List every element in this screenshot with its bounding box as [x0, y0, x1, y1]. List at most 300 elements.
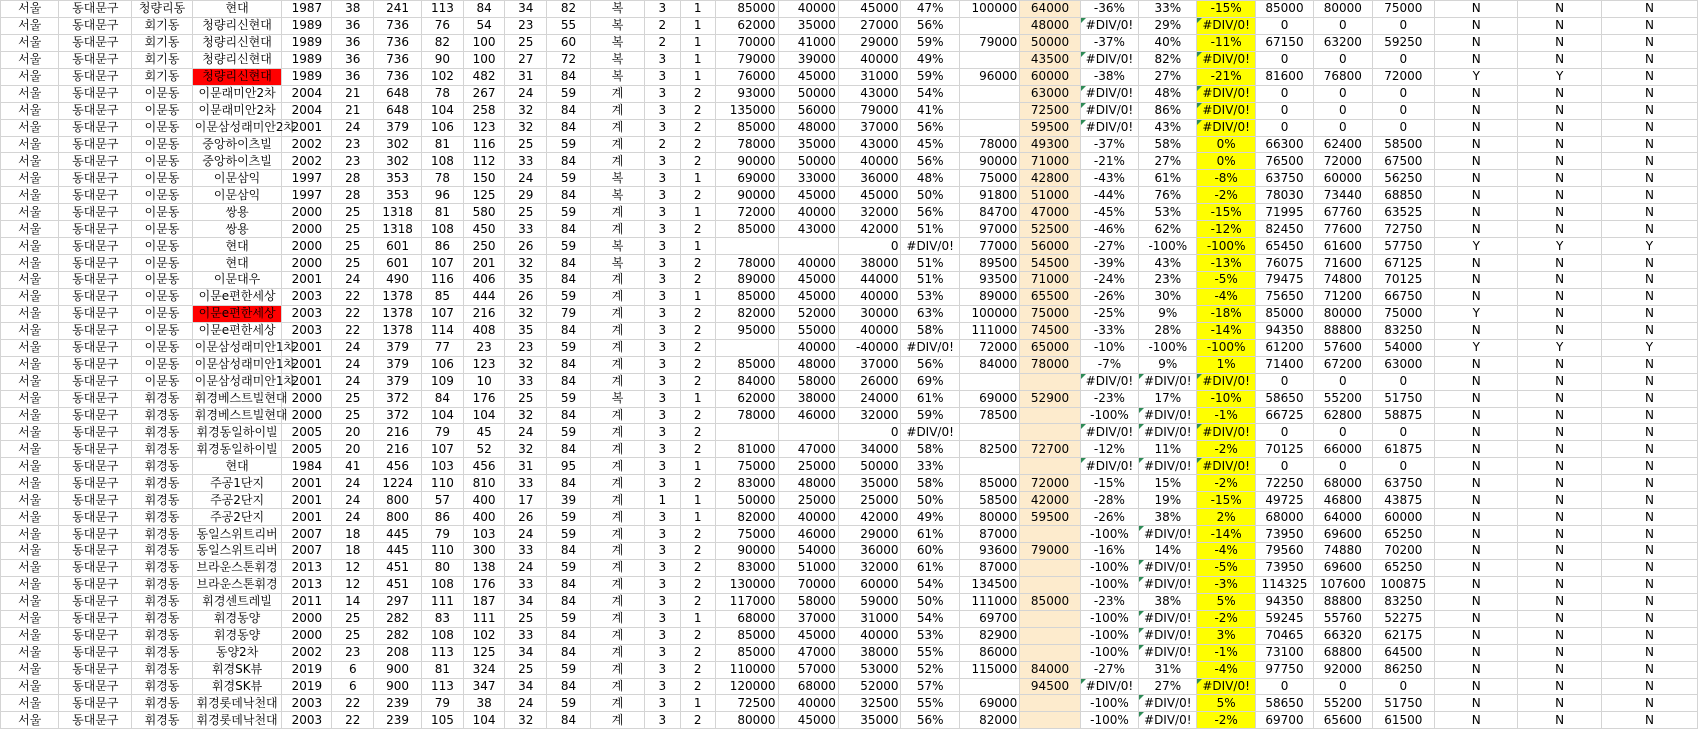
cell-prev_price[interactable]: 79000: [959, 34, 1019, 51]
cell-area_m2[interactable]: 116: [422, 272, 464, 289]
cell-jeonse[interactable]: 56000: [778, 102, 838, 119]
cell-units[interactable]: 216: [463, 305, 505, 322]
cell-age[interactable]: 25: [332, 204, 374, 221]
cell-city[interactable]: 서울: [1, 593, 59, 610]
cell-p2[interactable]: 63200: [1314, 34, 1372, 51]
cell-year[interactable]: 1989: [282, 68, 332, 85]
cell-dong[interactable]: 이문동: [132, 356, 192, 373]
cell-city[interactable]: 서울: [1, 272, 59, 289]
cell-complex[interactable]: 현대: [192, 255, 282, 272]
cell-jeonse[interactable]: 46000: [778, 526, 838, 543]
cell-gap[interactable]: 27000: [838, 17, 901, 34]
cell-district[interactable]: 동대문구: [59, 1, 132, 18]
cell-prev_price[interactable]: [959, 102, 1019, 119]
cell-change3[interactable]: #DIV/0!: [1197, 458, 1255, 475]
cell-p2[interactable]: 68800: [1314, 644, 1372, 661]
cell-pyeong[interactable]: 84: [547, 322, 591, 339]
cell-p3[interactable]: 59250: [1372, 34, 1435, 51]
cell-area_m2[interactable]: 96: [422, 187, 464, 204]
cell-direction[interactable]: 계: [590, 576, 644, 593]
cell-jeonse[interactable]: 58000: [778, 373, 838, 390]
cell-city[interactable]: 서울: [1, 322, 59, 339]
cell-change3[interactable]: 1%: [1197, 356, 1255, 373]
cell-rooms[interactable]: 3: [645, 288, 680, 305]
cell-area_m2[interactable]: 106: [422, 356, 464, 373]
cell-city[interactable]: 서울: [1, 475, 59, 492]
cell-flag2[interactable]: N: [1518, 34, 1601, 51]
cell-baths[interactable]: 1: [680, 170, 715, 187]
cell-change2[interactable]: 82%: [1139, 51, 1197, 68]
cell-dong[interactable]: 휘경동: [132, 390, 192, 407]
cell-p3[interactable]: 83250: [1372, 322, 1435, 339]
cell-change2[interactable]: #DIV/0!: [1139, 576, 1197, 593]
cell-baths[interactable]: 2: [680, 85, 715, 102]
cell-year[interactable]: 1984: [282, 458, 332, 475]
cell-p3[interactable]: 70125: [1372, 272, 1435, 289]
cell-change3[interactable]: -4%: [1197, 288, 1255, 305]
cell-p3[interactable]: 60000: [1372, 509, 1435, 526]
cell-jeonse_ratio[interactable]: 59%: [901, 68, 959, 85]
cell-rooms[interactable]: 3: [645, 322, 680, 339]
cell-baths[interactable]: 2: [680, 272, 715, 289]
cell-year[interactable]: 2019: [282, 661, 332, 678]
cell-gap[interactable]: 32000: [838, 407, 901, 424]
cell-flag2[interactable]: N: [1518, 559, 1601, 576]
cell-p2[interactable]: 71600: [1314, 255, 1372, 272]
cell-direction[interactable]: 계: [590, 661, 644, 678]
cell-current_price[interactable]: 42800: [1020, 170, 1080, 187]
cell-flag2[interactable]: N: [1518, 255, 1601, 272]
cell-year[interactable]: 2001: [282, 119, 332, 136]
cell-rooms[interactable]: 3: [645, 661, 680, 678]
cell-flag3[interactable]: N: [1601, 17, 1697, 34]
cell-p1[interactable]: 94350: [1255, 322, 1313, 339]
cell-age[interactable]: 22: [332, 288, 374, 305]
cell-pyeong[interactable]: 59: [547, 390, 591, 407]
cell-district[interactable]: 동대문구: [59, 543, 132, 560]
cell-district[interactable]: 동대문구: [59, 34, 132, 51]
cell-flag3[interactable]: N: [1601, 543, 1697, 560]
cell-change2[interactable]: #DIV/0!: [1139, 559, 1197, 576]
cell-jeonse[interactable]: 45000: [778, 288, 838, 305]
cell-direction[interactable]: 복: [590, 68, 644, 85]
cell-p2[interactable]: 0: [1314, 678, 1372, 695]
cell-p2[interactable]: 62800: [1314, 407, 1372, 424]
cell-change3[interactable]: -4%: [1197, 661, 1255, 678]
cell-area_m2[interactable]: 107: [422, 441, 464, 458]
cell-baths[interactable]: 2: [680, 627, 715, 644]
cell-price_high[interactable]: 78000: [715, 136, 778, 153]
cell-jeonse_ratio[interactable]: 56%: [901, 712, 959, 729]
cell-size_group[interactable]: 32: [505, 119, 547, 136]
cell-rooms[interactable]: 3: [645, 509, 680, 526]
cell-gap[interactable]: 0: [838, 424, 901, 441]
cell-year[interactable]: 1997: [282, 170, 332, 187]
cell-price_high[interactable]: 130000: [715, 576, 778, 593]
cell-dong[interactable]: 휘경동: [132, 543, 192, 560]
cell-size_group[interactable]: 31: [505, 68, 547, 85]
cell-change2[interactable]: 14%: [1139, 543, 1197, 560]
cell-current_price[interactable]: 72700: [1020, 441, 1080, 458]
cell-size_group[interactable]: 32: [505, 712, 547, 729]
cell-flag2[interactable]: Y: [1518, 68, 1601, 85]
cell-city[interactable]: 서울: [1, 441, 59, 458]
cell-city[interactable]: 서울: [1, 576, 59, 593]
cell-gap[interactable]: 42000: [838, 221, 901, 238]
cell-rooms[interactable]: 3: [645, 543, 680, 560]
cell-units[interactable]: 123: [463, 119, 505, 136]
cell-flag1[interactable]: N: [1435, 85, 1518, 102]
cell-dong[interactable]: 회기동: [132, 34, 192, 51]
cell-change_pct[interactable]: -25%: [1080, 305, 1138, 322]
cell-pyeong[interactable]: 59: [547, 661, 591, 678]
cell-jeonse_ratio[interactable]: 41%: [901, 102, 959, 119]
cell-direction[interactable]: 계: [590, 559, 644, 576]
cell-change_pct[interactable]: #DIV/0!: [1080, 85, 1138, 102]
cell-change_pct[interactable]: #DIV/0!: [1080, 424, 1138, 441]
cell-rooms[interactable]: 3: [645, 424, 680, 441]
cell-change3[interactable]: -13%: [1197, 255, 1255, 272]
cell-flag3[interactable]: N: [1601, 390, 1697, 407]
cell-direction[interactable]: 복: [590, 255, 644, 272]
cell-p2[interactable]: 0: [1314, 119, 1372, 136]
cell-pyeong[interactable]: 59: [547, 339, 591, 356]
cell-complex[interactable]: 이문삼성래미안2차: [192, 119, 282, 136]
cell-jeonse_ratio[interactable]: 45%: [901, 136, 959, 153]
cell-current_price[interactable]: 65500: [1020, 288, 1080, 305]
cell-flag2[interactable]: N: [1518, 695, 1601, 712]
cell-rooms[interactable]: 3: [645, 373, 680, 390]
cell-complex[interactable]: 휘경동양: [192, 627, 282, 644]
cell-flag1[interactable]: N: [1435, 695, 1518, 712]
cell-gap[interactable]: 50000: [838, 458, 901, 475]
cell-price_high[interactable]: 85000: [715, 356, 778, 373]
cell-district[interactable]: 동대문구: [59, 238, 132, 255]
cell-change_pct[interactable]: -12%: [1080, 441, 1138, 458]
cell-p2[interactable]: 0: [1314, 102, 1372, 119]
cell-city[interactable]: 서울: [1, 407, 59, 424]
cell-area_m2[interactable]: 90: [422, 51, 464, 68]
cell-change_pct[interactable]: -100%: [1080, 627, 1138, 644]
cell-baths[interactable]: 2: [680, 187, 715, 204]
cell-baths[interactable]: 2: [680, 576, 715, 593]
cell-current_price[interactable]: 64000: [1020, 1, 1080, 18]
cell-pyeong[interactable]: 79: [547, 305, 591, 322]
cell-households[interactable]: 239: [374, 695, 422, 712]
cell-households[interactable]: 208: [374, 644, 422, 661]
cell-flag2[interactable]: N: [1518, 119, 1601, 136]
cell-flag3[interactable]: N: [1601, 255, 1697, 272]
cell-flag3[interactable]: N: [1601, 678, 1697, 695]
cell-p3[interactable]: 0: [1372, 51, 1435, 68]
cell-prev_price[interactable]: 72000: [959, 339, 1019, 356]
cell-change_pct[interactable]: -15%: [1080, 475, 1138, 492]
cell-year[interactable]: 2003: [282, 322, 332, 339]
cell-jeonse_ratio[interactable]: 33%: [901, 458, 959, 475]
cell-district[interactable]: 동대문구: [59, 339, 132, 356]
cell-jeonse_ratio[interactable]: 57%: [901, 678, 959, 695]
cell-baths[interactable]: 2: [680, 102, 715, 119]
cell-size_group[interactable]: 32: [505, 356, 547, 373]
cell-households[interactable]: 800: [374, 509, 422, 526]
cell-baths[interactable]: 2: [680, 356, 715, 373]
cell-p2[interactable]: 0: [1314, 424, 1372, 441]
cell-current_price[interactable]: 43500: [1020, 51, 1080, 68]
cell-dong[interactable]: 휘경동: [132, 424, 192, 441]
cell-gap[interactable]: 43000: [838, 136, 901, 153]
cell-size_group[interactable]: 25: [505, 661, 547, 678]
cell-prev_price[interactable]: 100000: [959, 305, 1019, 322]
cell-change3[interactable]: -15%: [1197, 492, 1255, 509]
cell-current_price[interactable]: [1020, 526, 1080, 543]
cell-units[interactable]: 444: [463, 288, 505, 305]
cell-baths[interactable]: 2: [680, 712, 715, 729]
cell-change2[interactable]: 28%: [1139, 322, 1197, 339]
cell-price_high[interactable]: 90000: [715, 187, 778, 204]
cell-city[interactable]: 서울: [1, 458, 59, 475]
cell-p2[interactable]: 68000: [1314, 475, 1372, 492]
cell-baths[interactable]: 2: [680, 424, 715, 441]
cell-age[interactable]: 25: [332, 221, 374, 238]
cell-flag2[interactable]: N: [1518, 322, 1601, 339]
cell-flag1[interactable]: N: [1435, 288, 1518, 305]
cell-direction[interactable]: 계: [590, 102, 644, 119]
cell-change_pct[interactable]: -100%: [1080, 526, 1138, 543]
cell-p2[interactable]: 0: [1314, 51, 1372, 68]
cell-flag2[interactable]: N: [1518, 1, 1601, 18]
cell-change3[interactable]: #DIV/0!: [1197, 119, 1255, 136]
cell-area_m2[interactable]: 114: [422, 322, 464, 339]
cell-year[interactable]: 2000: [282, 255, 332, 272]
cell-p2[interactable]: 92000: [1314, 661, 1372, 678]
cell-flag3[interactable]: N: [1601, 1, 1697, 18]
cell-current_price[interactable]: 59500: [1020, 509, 1080, 526]
cell-jeonse[interactable]: 40000: [778, 204, 838, 221]
cell-direction[interactable]: 계: [590, 407, 644, 424]
cell-change_pct[interactable]: -28%: [1080, 492, 1138, 509]
cell-price_high[interactable]: 85000: [715, 627, 778, 644]
cell-district[interactable]: 동대문구: [59, 475, 132, 492]
cell-rooms[interactable]: 2: [645, 34, 680, 51]
cell-change2[interactable]: 86%: [1139, 102, 1197, 119]
cell-baths[interactable]: 1: [680, 288, 715, 305]
cell-district[interactable]: 동대문구: [59, 373, 132, 390]
cell-p3[interactable]: 67500: [1372, 153, 1435, 170]
cell-change2[interactable]: 19%: [1139, 492, 1197, 509]
cell-rooms[interactable]: 3: [645, 170, 680, 187]
cell-rooms[interactable]: 3: [645, 85, 680, 102]
cell-city[interactable]: 서울: [1, 424, 59, 441]
cell-prev_price[interactable]: 89000: [959, 288, 1019, 305]
cell-flag2[interactable]: N: [1518, 102, 1601, 119]
cell-flag3[interactable]: N: [1601, 509, 1697, 526]
cell-p2[interactable]: 74880: [1314, 543, 1372, 560]
cell-rooms[interactable]: 3: [645, 627, 680, 644]
cell-price_high[interactable]: [715, 238, 778, 255]
cell-p3[interactable]: 100875: [1372, 576, 1435, 593]
cell-baths[interactable]: 2: [680, 407, 715, 424]
cell-city[interactable]: 서울: [1, 712, 59, 729]
cell-area_m2[interactable]: 83: [422, 610, 464, 627]
cell-district[interactable]: 동대문구: [59, 85, 132, 102]
cell-flag2[interactable]: N: [1518, 526, 1601, 543]
cell-p1[interactable]: 85000: [1255, 305, 1313, 322]
cell-p1[interactable]: 71400: [1255, 356, 1313, 373]
cell-size_group[interactable]: 33: [505, 627, 547, 644]
cell-current_price[interactable]: [1020, 695, 1080, 712]
cell-size_group[interactable]: 33: [505, 475, 547, 492]
cell-change3[interactable]: -2%: [1197, 187, 1255, 204]
cell-age[interactable]: 21: [332, 102, 374, 119]
cell-age[interactable]: 20: [332, 441, 374, 458]
cell-p3[interactable]: 0: [1372, 373, 1435, 390]
cell-change2[interactable]: 31%: [1139, 661, 1197, 678]
cell-baths[interactable]: 2: [680, 661, 715, 678]
cell-current_price[interactable]: [1020, 424, 1080, 441]
cell-complex[interactable]: 브라운스톤휘경: [192, 576, 282, 593]
cell-price_high[interactable]: 70000: [715, 34, 778, 51]
cell-households[interactable]: 1378: [374, 288, 422, 305]
cell-flag3[interactable]: N: [1601, 305, 1697, 322]
cell-rooms[interactable]: 3: [645, 526, 680, 543]
cell-prev_price[interactable]: 78000: [959, 136, 1019, 153]
cell-current_price[interactable]: 72000: [1020, 475, 1080, 492]
cell-change_pct[interactable]: -16%: [1080, 543, 1138, 560]
cell-gap[interactable]: 44000: [838, 272, 901, 289]
cell-price_high[interactable]: 110000: [715, 661, 778, 678]
cell-jeonse_ratio[interactable]: #DIV/0!: [901, 424, 959, 441]
cell-current_price[interactable]: 71000: [1020, 153, 1080, 170]
cell-flag2[interactable]: N: [1518, 712, 1601, 729]
cell-p2[interactable]: 55200: [1314, 695, 1372, 712]
cell-flag2[interactable]: N: [1518, 627, 1601, 644]
cell-jeonse[interactable]: 43000: [778, 221, 838, 238]
cell-city[interactable]: 서울: [1, 627, 59, 644]
cell-district[interactable]: 동대문구: [59, 153, 132, 170]
cell-flag1[interactable]: N: [1435, 492, 1518, 509]
cell-jeonse_ratio[interactable]: 52%: [901, 661, 959, 678]
cell-pyeong[interactable]: 82: [547, 1, 591, 18]
cell-gap[interactable]: 40000: [838, 51, 901, 68]
cell-change2[interactable]: #DIV/0!: [1139, 610, 1197, 627]
cell-price_high[interactable]: 83000: [715, 559, 778, 576]
cell-jeonse[interactable]: 68000: [778, 678, 838, 695]
cell-flag1[interactable]: N: [1435, 526, 1518, 543]
cell-flag1[interactable]: N: [1435, 272, 1518, 289]
cell-p3[interactable]: 75000: [1372, 305, 1435, 322]
cell-direction[interactable]: 계: [590, 305, 644, 322]
cell-gap[interactable]: 29000: [838, 34, 901, 51]
cell-price_high[interactable]: 93000: [715, 85, 778, 102]
cell-jeonse[interactable]: 48000: [778, 119, 838, 136]
cell-change2[interactable]: 9%: [1139, 356, 1197, 373]
cell-flag3[interactable]: Y: [1601, 238, 1697, 255]
cell-units[interactable]: 100: [463, 34, 505, 51]
cell-flag2[interactable]: N: [1518, 661, 1601, 678]
cell-change2[interactable]: 43%: [1139, 119, 1197, 136]
cell-households[interactable]: 601: [374, 255, 422, 272]
cell-dong[interactable]: 휘경동: [132, 627, 192, 644]
cell-jeonse_ratio[interactable]: 49%: [901, 509, 959, 526]
cell-pyeong[interactable]: 84: [547, 255, 591, 272]
cell-flag3[interactable]: N: [1601, 593, 1697, 610]
cell-p1[interactable]: 73950: [1255, 559, 1313, 576]
cell-age[interactable]: 24: [332, 272, 374, 289]
cell-price_high[interactable]: 95000: [715, 322, 778, 339]
cell-price_high[interactable]: 72000: [715, 204, 778, 221]
cell-size_group[interactable]: 25: [505, 136, 547, 153]
cell-direction[interactable]: 계: [590, 204, 644, 221]
cell-flag1[interactable]: N: [1435, 187, 1518, 204]
cell-direction[interactable]: 계: [590, 475, 644, 492]
cell-age[interactable]: 18: [332, 526, 374, 543]
cell-complex[interactable]: 중앙하이츠빌: [192, 153, 282, 170]
cell-price_high[interactable]: 68000: [715, 610, 778, 627]
cell-change2[interactable]: 27%: [1139, 68, 1197, 85]
cell-p3[interactable]: 65250: [1372, 559, 1435, 576]
cell-flag1[interactable]: N: [1435, 458, 1518, 475]
cell-p3[interactable]: 65250: [1372, 526, 1435, 543]
cell-p1[interactable]: 61200: [1255, 339, 1313, 356]
cell-units[interactable]: 123: [463, 356, 505, 373]
cell-change3[interactable]: -4%: [1197, 543, 1255, 560]
cell-baths[interactable]: 1: [680, 238, 715, 255]
cell-change3[interactable]: -1%: [1197, 407, 1255, 424]
cell-flag1[interactable]: N: [1435, 153, 1518, 170]
cell-age[interactable]: 6: [332, 661, 374, 678]
cell-units[interactable]: 324: [463, 661, 505, 678]
cell-flag1[interactable]: N: [1435, 559, 1518, 576]
cell-jeonse[interactable]: 40000: [778, 255, 838, 272]
cell-change_pct[interactable]: -27%: [1080, 661, 1138, 678]
cell-price_high[interactable]: 75000: [715, 458, 778, 475]
cell-prev_price[interactable]: [959, 119, 1019, 136]
cell-flag1[interactable]: N: [1435, 34, 1518, 51]
cell-p2[interactable]: 67760: [1314, 204, 1372, 221]
cell-change3[interactable]: 2%: [1197, 509, 1255, 526]
cell-jeonse_ratio[interactable]: 53%: [901, 288, 959, 305]
cell-flag3[interactable]: N: [1601, 695, 1697, 712]
cell-change_pct[interactable]: -37%: [1080, 136, 1138, 153]
cell-size_group[interactable]: 25: [505, 34, 547, 51]
cell-units[interactable]: 38: [463, 695, 505, 712]
cell-jeonse_ratio[interactable]: 55%: [901, 644, 959, 661]
cell-p1[interactable]: 94350: [1255, 593, 1313, 610]
cell-rooms[interactable]: 3: [645, 695, 680, 712]
cell-dong[interactable]: 회기동: [132, 17, 192, 34]
cell-dong[interactable]: 휘경동: [132, 458, 192, 475]
cell-year[interactable]: 2005: [282, 441, 332, 458]
cell-age[interactable]: 24: [332, 475, 374, 492]
cell-prev_price[interactable]: 85000: [959, 475, 1019, 492]
cell-change3[interactable]: -1%: [1197, 644, 1255, 661]
cell-flag1[interactable]: N: [1435, 441, 1518, 458]
cell-jeonse[interactable]: 40000: [778, 695, 838, 712]
cell-change2[interactable]: 27%: [1139, 678, 1197, 695]
cell-jeonse_ratio[interactable]: 61%: [901, 390, 959, 407]
cell-city[interactable]: 서울: [1, 288, 59, 305]
cell-jeonse[interactable]: 40000: [778, 1, 838, 18]
cell-pyeong[interactable]: 84: [547, 407, 591, 424]
cell-flag1[interactable]: N: [1435, 390, 1518, 407]
cell-gap[interactable]: 32000: [838, 559, 901, 576]
cell-change_pct[interactable]: -21%: [1080, 153, 1138, 170]
cell-flag2[interactable]: N: [1518, 170, 1601, 187]
cell-pyeong[interactable]: 84: [547, 644, 591, 661]
cell-baths[interactable]: 1: [680, 509, 715, 526]
cell-flag2[interactable]: N: [1518, 272, 1601, 289]
cell-change_pct[interactable]: -10%: [1080, 339, 1138, 356]
